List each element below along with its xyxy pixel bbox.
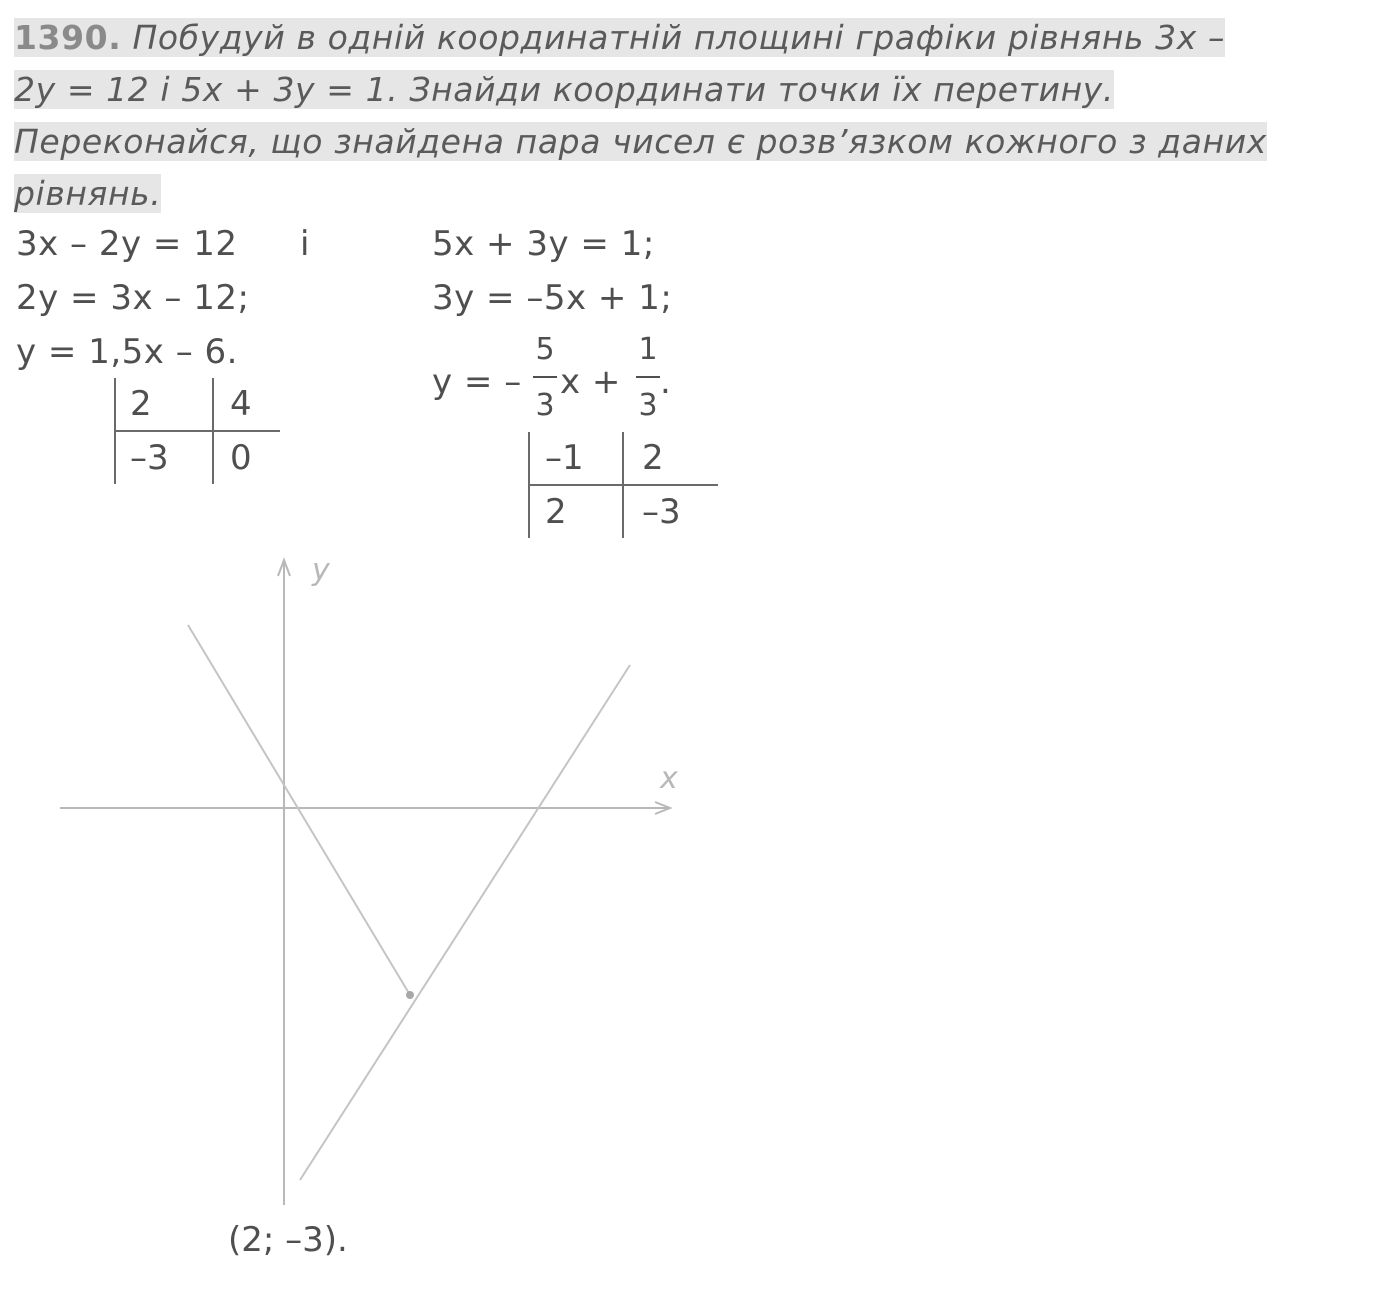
fraction-1-bar bbox=[533, 376, 557, 378]
right-eq-3-lhs: y = – bbox=[432, 362, 522, 402]
conjunction: і bbox=[300, 224, 310, 264]
fraction-2-bar bbox=[636, 376, 660, 378]
left-table-y1: –3 bbox=[130, 438, 169, 478]
table-divider bbox=[114, 430, 280, 432]
fraction-1-denominator: 3 bbox=[535, 388, 555, 423]
right-eq-1: 5x + 3y = 1; bbox=[432, 224, 655, 264]
y-axis-label: y bbox=[312, 553, 330, 588]
right-eq-3-mid: x + bbox=[560, 362, 621, 402]
fraction-1-numerator: 5 bbox=[535, 332, 555, 367]
fraction-2-numerator: 1 bbox=[638, 332, 658, 367]
right-table-x2: 2 bbox=[642, 438, 664, 478]
answer: (2; –3). bbox=[228, 1220, 348, 1260]
task-line-3: Переконайся, що знайдена пара чисел є розв’язком кожного з даних bbox=[14, 122, 1267, 161]
left-eq-3: y = 1,5x – 6. bbox=[16, 332, 238, 372]
task-statement bbox=[14, 12, 1380, 220]
table-divider bbox=[528, 484, 718, 486]
right-table-y2: –3 bbox=[642, 492, 681, 532]
right-eq-2: 3y = –5x + 1; bbox=[432, 278, 673, 318]
task-line-1: Побудуй в одній координатній площині графіки рівнянь 3x – bbox=[132, 18, 1226, 57]
left-table-x1: 2 bbox=[130, 384, 152, 424]
left-table-x2: 4 bbox=[230, 384, 252, 424]
task-line-2: 2y = 12 і 5x + 3y = 1. Знайди координати точки їх перетину. bbox=[14, 70, 1114, 109]
x-axis-label: x bbox=[660, 761, 678, 796]
intersection-point bbox=[406, 991, 414, 999]
right-table-y1: 2 bbox=[545, 492, 567, 532]
line-3x-minus-2y-eq-12 bbox=[300, 665, 630, 1180]
left-eq-1: 3x – 2y = 12 bbox=[16, 224, 238, 264]
task-line-4: рівнянь. bbox=[14, 174, 162, 213]
task-number: 1390. bbox=[14, 18, 122, 57]
left-table-y2: 0 bbox=[230, 438, 252, 478]
line-5x-plus-3y-eq-1 bbox=[188, 625, 410, 995]
left-eq-2: 2y = 3x – 12; bbox=[16, 278, 250, 318]
coordinate-graph bbox=[0, 540, 720, 1220]
right-eq-3-end: . bbox=[660, 362, 672, 402]
right-table-x1: –1 bbox=[545, 438, 584, 478]
fraction-2-denominator: 3 bbox=[638, 388, 658, 423]
